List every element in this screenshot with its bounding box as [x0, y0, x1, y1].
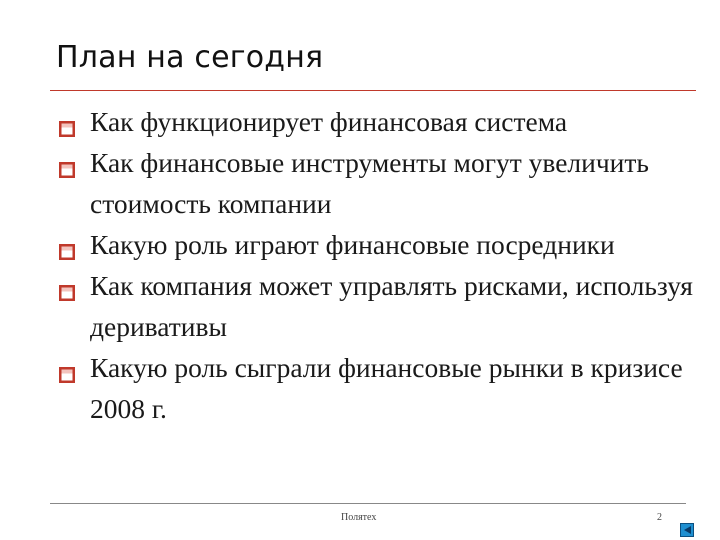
checkbox-icon — [56, 356, 78, 378]
footer-author: Полятех — [341, 512, 377, 523]
checkbox-icon — [56, 233, 78, 255]
slide-title: План на сегодня — [56, 40, 324, 75]
bullet-item — [56, 101, 696, 142]
bullet-item — [56, 142, 696, 224]
bullet-list — [56, 101, 696, 429]
page-number: 2 — [657, 512, 662, 523]
bullet-item — [56, 347, 696, 429]
checkbox-icon — [56, 151, 78, 173]
bullet-text: Какую роль сыграли финансовые рынки в кризисе 2008 г. — [90, 352, 683, 424]
bullet-text: Как функционирует финансовая система — [90, 106, 568, 137]
back-arrow-icon[interactable] — [680, 523, 694, 537]
title-divider — [50, 90, 696, 91]
checkbox-icon — [56, 274, 78, 296]
footer-divider — [50, 503, 686, 504]
bullet-item — [56, 265, 696, 347]
bullet-text: Как финансовые инструменты могут увеличить стоимость компании — [90, 147, 649, 219]
bullet-item — [56, 224, 696, 265]
bullet-text: Какую роль играют финансовые посредники — [90, 229, 615, 260]
bullet-text: Как компания может управлять рисками, используя деривативы — [90, 270, 693, 342]
checkbox-icon — [56, 110, 78, 132]
